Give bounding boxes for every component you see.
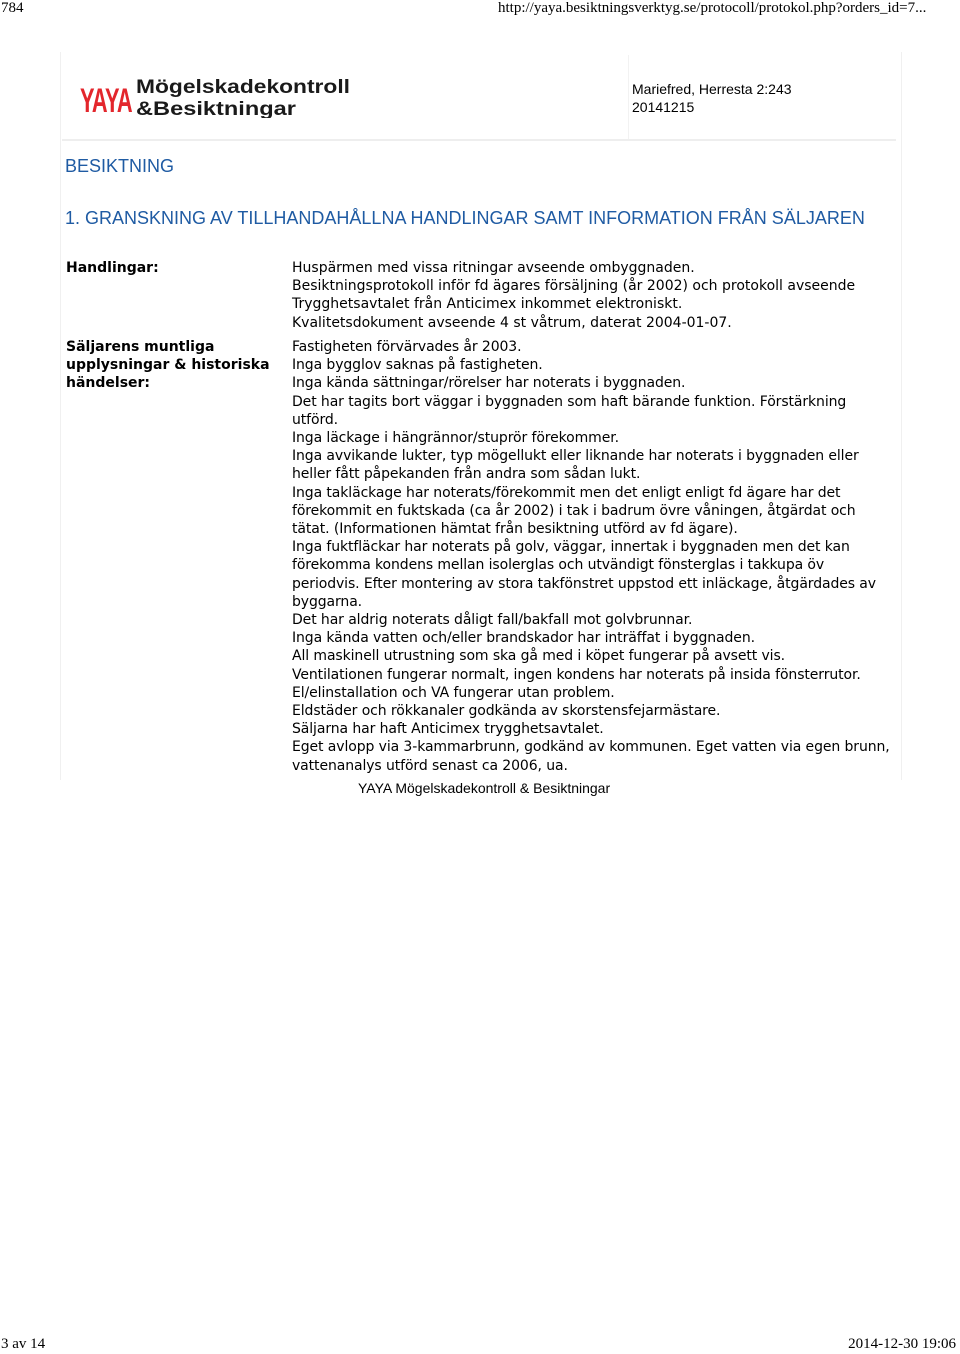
header-info	[632, 80, 792, 116]
logo-brand-text: YAYA	[80, 82, 133, 118]
list-item: Inga avvikande lukter, typ mögellukt eller liknande har noterats i byggnaden eller heller fått påpekanden från andra som sådan lukt.	[292, 448, 859, 483]
print-page-count: 3 av 14	[1, 1336, 46, 1352]
list-item: Det har tagits bort väggar i byggnaden som haft bärande funktion. Förstärkning utförd.	[292, 393, 847, 428]
list-item: Inga kända sättningar/rörelser har noterats i byggnaden.	[292, 375, 686, 392]
subsection-title: 1. GRANSKNING AV TILLHANDAHÅLLNA HANDLINGAR SAMT INFORMATION FRÅN SÄLJAREN	[65, 208, 865, 228]
list-item: All maskinell utrustning som ska gå med i köpet fungerar på avsett vis.	[292, 648, 786, 665]
company-logo	[80, 76, 352, 118]
list-item: Säljarna har haft Anticimex trygghetsavtalet.	[292, 721, 604, 738]
list-item: Ventilationen fungerar normalt, ingen kondens har noterats på insida fönsterrutor.	[292, 666, 861, 683]
list-item: Inga kända vatten och/eller brandskador har inträffat i byggnaden.	[292, 630, 755, 647]
list-item: Inga takläckage har noterats/förekommit men det enligt enligt fd ägare har det förekommit en fuktskada (ca år 2002) i tak i badrum övre våningen, åtgärdat och tätat. (Informationen hämtat från besiktning utförd av fd ägare).	[292, 484, 856, 538]
list-item: Det har aldrig noterats dåligt fall/bakfall mot golvbrunnar.	[292, 612, 693, 629]
section-title: BESIKTNING	[65, 156, 175, 176]
report-footer: YAYA Mögelskadekontroll & Besiktningar	[358, 780, 611, 796]
property-address: Mariefred, Herresta 2:243	[632, 81, 792, 97]
seller-info-list	[292, 338, 892, 775]
list-item: El/elinstallation och VA fungerar utan problem.	[292, 684, 615, 701]
list-item: Inga fuktfläckar har noterats på golv, väggar, innertak i byggnaden men det kan förekomma kondens mellan isolerglas och utvändigt fönsterglas i takkupa öv periodvis. Efter montering av stora takfönstret uppstod ett inläckage, åtgärdades av byggarna.	[292, 539, 876, 610]
list-item: Eldstäder och rökkanaler godkända av skorstensfejarmästare.	[292, 703, 721, 720]
print-url: http://yaya.besiktningsverktyg.se/protocoll/protokol.php?orders_id=7...	[498, 0, 927, 16]
logo-line2-text: &Besiktningar	[136, 99, 297, 118]
logo-line1-text: Mögelskadekontroll	[136, 77, 350, 98]
list-item: Inga bygglov saknas på fastigheten.	[292, 357, 543, 374]
list-item: Besiktningsprotokoll inför fd ägares försäljning (år 2002) och protokoll avseende Trygghetsavtalet från Anticimex inkommet elektroniskt.	[292, 278, 856, 313]
list-item: Eget avlopp via 3-kammarbrunn, godkänd av kommunen. Eget vatten via egen brunn, vattenanalys utförd senast ca 2006, ua.	[292, 739, 890, 774]
list-item: Kvalitetsdokument avseende 4 st våtrum, daterat 2004-01-07.	[292, 314, 732, 331]
list-item: Inga läckage i hängrännor/stuprör förekommer.	[292, 430, 619, 447]
print-page-number: 784	[1, 0, 24, 16]
documents-label: Handlingar:	[66, 260, 159, 276]
inspection-date: 20141215	[632, 99, 695, 115]
documents-list	[292, 259, 892, 332]
header-divider	[628, 55, 629, 139]
seller-info-label: Säljarens muntliga upplysningar & historiska händelser:	[66, 339, 270, 391]
print-timestamp: 2014-12-30 19:06	[848, 1336, 956, 1352]
list-item: Huspärmen med vissa ritningar avseende ombyggnaden.	[292, 260, 695, 276]
list-item: Fastigheten förvärvades år 2003.	[292, 339, 522, 355]
